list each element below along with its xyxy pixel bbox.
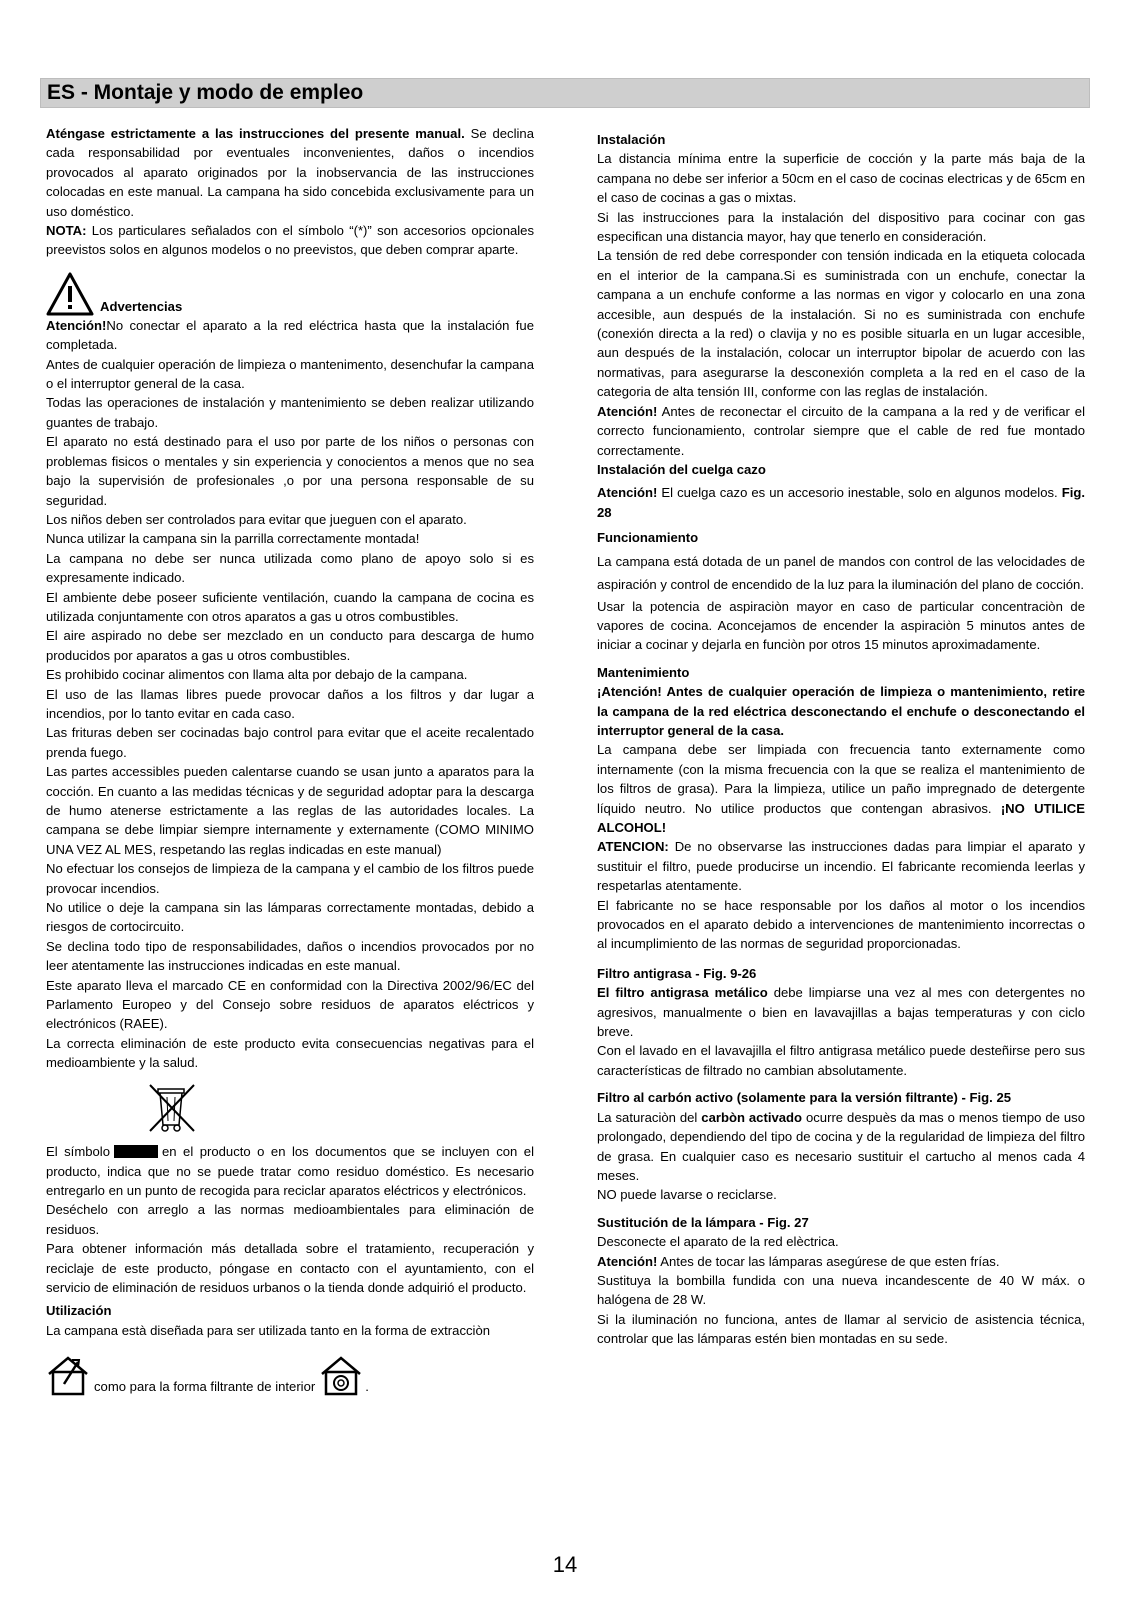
utilizacion-text-2: como para la forma filtrante de interior [94,1378,316,1394]
warning-text: No conectar el aparato a la red eléctrica hasta que la instalación fue completada. [46,317,534,353]
warning-item: No efectuar los consejos de limpieza de la campana y el cambio de los filtros puede provocar incendios. [46,861,534,896]
instalacion-p4-text: Antes de reconectar el circuito de la campana a la red y de verificar el correcto funcionamiento, controlar siempre que el cable de red fue montado correctamente. [597,403,1085,458]
cuelga-title: Instalación del cuelga cazo [597,461,766,477]
cuelga-text [597,483,1085,522]
lampara-p1: Desconecte el aparato de la red elèctrica. [597,1234,839,1250]
extraction-mode-icon [46,1354,90,1398]
filtro-p1-text: debe limpiarse una vez al mes con detergentes no agresivos, manualmente o bien en lavavajillas a bajas temperaturas y con ciclo breve. [597,985,1085,1040]
warning-item: Antes de cualquier operación de limpieza o mantenimento, desenchufar la campana o el interruptor general de la casa. [46,356,534,392]
warnings-title: Advertencias [100,298,183,314]
lampara-p2-text: Antes de tocar las lámparas asegúrese de que esten frías. [657,1253,1000,1269]
warning-label: Atención! [46,317,107,333]
instalacion-p4 [597,402,1085,460]
lampara-p4: Si la iluminación no funciona, antes de llamar al servicio de asistencia técnica, controlar que las lámparas estén bien montadas en su sede. [597,1311,1085,1347]
warning-item: La correcta eliminación de este producto evita consecuencias negativas para el medioambiente y la salud. [46,1035,534,1071]
atencion-label: ATENCION: [597,839,669,855]
recirculation-mode-icon [319,1354,363,1398]
intro-paragraph [46,124,534,221]
instalacion-p1: La distancia mínima entre la superficie de cocción y la parte más baja de la campana no debe ser inferior a 50cm en el caso de cocinas electricas y de 65cm en el caso de cocinas a gas o mixtas. [597,151,1085,206]
symbol-paragraph [46,1142,534,1200]
filtro-p1 [597,983,1085,1041]
attention-label: Atención! [597,403,658,419]
carbon-p2: NO puede lavarse o reciclarse. [597,1187,777,1203]
left-column [46,124,534,1398]
mantenimiento-p1-text: La campana debe ser limpiada con frecuencia tanto externamente como internamente (con la misma frecuencia con la que se realiza el mantenimiento de los filtros de grasa). Para la limpieza, utilice un paño impregnado de detergente líquido neutro. No utilice productos que contengan abrasivos. [597,742,1085,816]
warning-item: La campana no debe ser nunca utilizada como plano de apoyo solo si es expresamente indicado. [46,550,534,586]
warning-item: El ambiente debe poseer suficiente ventilación, cuando la campana de cocina es utilizada conjuntamente con otros aparatos a gas u otros combustibles. [46,589,534,624]
section-header [40,78,1090,108]
cuelga-body: El cuelga cazo es un accesorio inestable, solo en algunos modelos. [657,485,1062,501]
dispose-paragraph: Deséchelo con arreglo a las normas medioambientales para eliminación de residuos. [46,1202,534,1237]
carbon-p1-text: ocurre despuès da mas o menos tiempo de uso prolongado, dependiendo del tipo de cocina y de la regularidad de limpieza del filtro de grasa. En cualquier caso es necesario sustituir el cartucho al menos cada 4 meses. [597,1109,1086,1183]
warning-item: Todas las operaciones de instalación y mantenimiento se deben realizar utilizando guantes de trabajo. [46,395,534,430]
warning-item: El uso de las llamas libres puede provocar daños a los filtros y dar lugar a incendios, por lo tanto evitar en cada caso. [46,686,534,721]
weee-crossed-bin-icon [142,1081,202,1135]
funcionamiento-title: Funcionamiento [597,530,699,546]
funcionamiento-p1: La campana está dotada de un panel de mandos con control de las velocidades de aspiración y control de encendido de la luz para la iluminación del plano de cocción. [597,553,1085,593]
symbol-post: en el producto o en los documentos que se incluyen con el producto, indica que no se puede tratar como residuo doméstico. Es necesario entregarlo en un punto de recogida para reciclar aparatos eléctricos y electrónicos. [46,1144,534,1198]
mantenimiento-p1 [597,740,1085,837]
info-paragraph: Para obtener información más detallada sobre el tratamiento, recuperación y reciclaje de este producto, póngase en contacto con el ayuntamiento, con el servicio de eliminación de residuos urbanos o la tienda donde adquirió el producto. [46,1241,534,1295]
filtro-title: Filtro antigrasa - Fig. 9-26 [597,965,757,981]
warning-item: El aparato no está destinado para el uso por parte de los niños o personas con problemas fisicos o mentales y sin experiencia y conocientos a menos que no sea bajo la supervisión de profesionales ,o por una persona responsable de su seguridad. [46,434,534,508]
filtro-p2: Con el lavado en el lavavajilla el filtro antigrasa metálico puede desteñirse pero sus características de filtrado no cambian absolutamente. [597,1043,1085,1078]
warning-item: Los niños deben ser controlados para evitar que jueguen con el aparato. [46,511,467,527]
warning-item: Este aparato lleva el marcado CE en conformidad con la Directiva 2002/96/EC del Parlamento Europeo y del Consejo sobre residuos de aparatos eléctricos y electrónicos (RAEE). [46,977,534,1032]
warning-item: Las partes accessibles pueden calentarse cuando se usan junto a aparatos para la cocción. En cuanto a las medidas técnicas y de seguridad adoptar para la descarga de humo atenerse estrictamente a las reglas de las autoridades locales. La campana se debe limpiar siempre internamente y externamente (COMO MINIMO UNA VEZ AL MES, respetando las reglas indicadas en este manual) [46,764,534,857]
intro-text: Se declina cada responsabilidad por eventuales inconvenientes, daños o incendios provocados al aparato originados por la inobservancia de las instrucciones colocadas en este manual. La campana ha sido concebida exclusivamente para un uso doméstico. [46,126,534,219]
warning-item: Nunca utilizar la campana sin la parrilla correctamente montada! [46,531,420,547]
attention-label: Atención! [597,485,658,501]
black-bar-symbol [114,1145,158,1158]
symbol-pre: El símbolo [46,1144,110,1160]
mantenimiento-warning: ¡Atención! Antes de cualquier operación de limpieza o mantenimiento, retire la campana de la red eléctrica desconectando el enchufe o desconectando el interruptor general de la casa. [597,684,1085,738]
mantenimiento-p2 [597,837,1085,895]
lampara-p2 [597,1252,1085,1271]
mantenimiento-p2-text: De no observarse las instrucciones dadas para limpiar el aparato y sustituir el filtro, puede producirse un incendio. El fabricante recomienda leerlas y respetarlas atentamente. [597,839,1085,894]
cuelga-fig: Fig. 28 [597,485,1085,520]
carbon-title: Filtro al carbón activo (solamente para la versión filtrante) - Fig. 25 [597,1090,1012,1106]
filtro-bold: El filtro antigrasa metálico [597,985,768,1001]
lampara-p3: Sustituya la bombilla fundida con una nueva incandescente de 40 W máx. o halógena de 28 W. [597,1272,1085,1308]
mantenimiento-p3: El fabricante no se hace responsable por los daños al motor o los incendios provocados en el aparato debido a intervenciones de mantenimiento incorrectas o al incumplimiento de las normas de seguridad proporcionadas. [597,897,1085,952]
nota-paragraph [46,221,534,260]
right-column [597,124,1085,1349]
attention-label: Atención! [597,1253,658,1269]
warnings-heading [46,272,534,316]
page-title: ES - Montaje y modo de empleo [47,81,364,104]
carbon-bold: carbòn activado [701,1109,803,1125]
warning-item: No utilice o deje la campana sin las lámparas correctamente montadas, debido a riesgos de cortocircuito. [46,900,534,935]
warning-item: Es prohibido cocinar alimentos con llama alta por debajo de la campana. [46,667,468,683]
warning-item: Se declina todo tipo de responsabilidades, daños o incendios provocados por no leer atentamente las instrucciones indicadas en este manual. [46,938,534,974]
utilizacion-icons-line [46,1354,534,1398]
no-alcohol-note: ¡NO UTILICE ALCOHOL! [597,800,1085,835]
funcionamiento-p2: Usar la potencia de aspiraciòn mayor en caso de particular concentraciòn de vapores de cocina. Aconcejamos de encender la aspiraciòn 5 minutos antes de iniciar a cocinar y dejarla en funciòn por otros 15 minutos aproximadamente. [597,598,1085,653]
instalacion-title: Instalación [597,132,666,147]
warning-item: El aire aspirado no debe ser mezclado en un conducto para descarga de humo producidos por aparatos a gas u otros combustibles. [46,628,534,663]
warning-item: Las frituras deben ser cocinadas bajo control para evitar que el aceite recalentado prenda fuego. [46,725,534,760]
carbon-pre: La saturaciòn del [597,1109,702,1125]
warning-item [46,316,534,355]
warning-triangle-icon [46,272,94,316]
page-number: 14 [552,1552,578,1577]
utilizacion-text: La campana està diseñada para ser utilizada tanto en la forma de extracciòn [46,1322,491,1338]
intro-bold: Aténgase estrictamente a las instrucciones del presente manual. [46,126,465,141]
utilizacion-title: Utilización [46,1303,112,1319]
mantenimiento-title: Mantenimiento [597,664,690,680]
nota-text: Los particulares señalados con el símbolo “(*)” son accesorios opcionales preevistos solos en algunos modelos o no preevistos, que deben comprar aparte. [46,223,534,258]
carbon-p1 [597,1108,1085,1186]
nota-label: NOTA: [46,223,87,239]
instalacion-p3: La tensión de red debe corresponder con tensión indicada en la etiqueta colocada en el interior de la campana.Si es suministrada con un enchufe, conectar la campana a un enchufe conforme a las normas en vigor y colocarlo en una zona accesible, aun después de la instalación. Si no es suministrada con enchufe (conexión directa a la red) o clavija y no es posible situarla en un lugar accesible, aun después de la instalación, colocar un interruptor bipolar de acuerdo con las normativas, para asegurarse la desconexión completa a la red en el caso de la categoria de alta tensión III, conforme con las reglas de instalación. [597,248,1085,400]
utilizacion-end: . [365,1378,369,1394]
lampara-title: Sustitución de la lámpara - Fig. 27 [597,1214,809,1230]
instalacion-p2: Si las instrucciones para la instalación del dispositivo para cocinar con gas especifican una distancia mayor, hay que tenerlo en consideración. [597,209,1085,245]
